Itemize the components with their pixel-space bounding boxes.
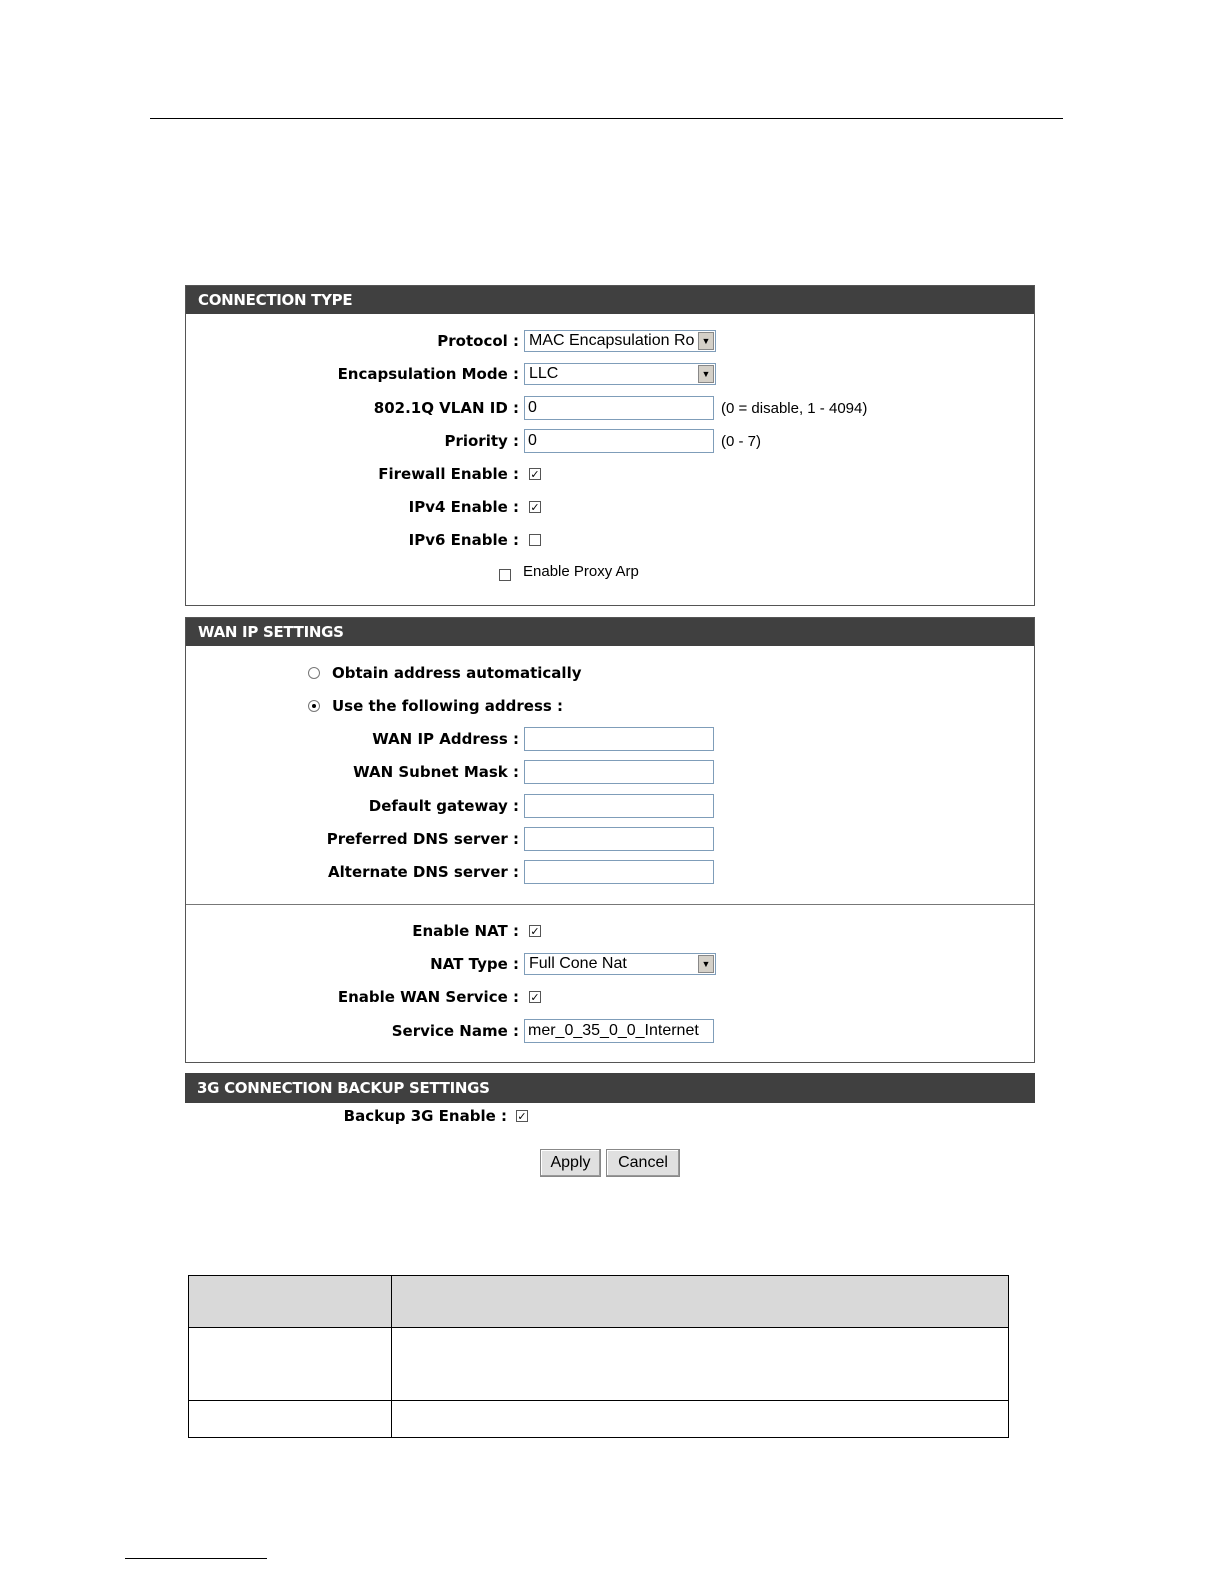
chevron-down-icon[interactable]: ▼ [698,955,714,973]
ipv4-checkbox[interactable] [529,501,541,513]
wan-ip-title: WAN IP SETTINGS [186,618,1034,646]
pref-dns-input[interactable] [524,827,714,851]
subnet-label: WAN Subnet Mask : [353,763,519,781]
gateway-label: Default gateway : [368,797,519,815]
table-row [189,1401,1009,1438]
table-cell [392,1328,1009,1401]
alt-dns-input[interactable] [524,860,714,884]
backup3g-label: Backup 3G Enable : [343,1107,507,1125]
gateway-input[interactable] [524,794,714,818]
subnet-input[interactable] [524,760,714,784]
firewall-label: Firewall Enable : [378,465,519,483]
obtain-auto-radio[interactable] [308,667,320,679]
proxy-arp-checkbox[interactable] [499,569,511,581]
check-icon: ✓ [530,467,540,481]
header-rule [150,118,1063,119]
backup3g-section [185,1073,1035,1103]
alt-dns-label: Alternate DNS server : [328,863,519,881]
ipv4-label: IPv4 Enable : [408,498,519,516]
cancel-button[interactable]: Cancel [606,1149,680,1177]
chevron-down-icon[interactable]: ▼ [698,365,714,383]
table-cell [189,1401,392,1438]
section-divider [186,904,1034,905]
check-icon: ✓ [530,500,540,514]
encapsulation-select[interactable]: LLC ▼ [524,363,716,385]
nat-type-label: NAT Type : [430,955,519,973]
connection-type-title: CONNECTION TYPE [186,286,1034,314]
encapsulation-label: Encapsulation Mode : [337,365,519,383]
table-cell [392,1401,1009,1438]
service-name-input[interactable]: mer_0_35_0_0_Internet [524,1019,714,1043]
table-cell [189,1328,392,1401]
nat-checkbox[interactable] [529,925,541,937]
backup3g-checkbox[interactable] [516,1110,528,1122]
description-table [188,1275,1009,1438]
wan-ip-input[interactable] [524,727,714,751]
check-icon: ✓ [530,924,540,938]
check-icon: ✓ [517,1109,527,1123]
footer-rule [125,1558,267,1559]
backup3g-title: 3G CONNECTION BACKUP SETTINGS [185,1073,1035,1103]
priority-input[interactable]: 0 [524,429,714,453]
wan-ip-label: WAN IP Address : [372,730,519,748]
ipv6-label: IPv6 Enable : [408,531,519,549]
nat-type-select[interactable]: Full Cone Nat ▼ [524,953,716,975]
wan-service-checkbox[interactable] [529,991,541,1003]
obtain-auto-label: Obtain address automatically [332,664,582,682]
table-cell [392,1276,1009,1328]
wan-service-label: Enable WAN Service : [337,988,519,1006]
priority-label: Priority : [444,432,519,450]
apply-button[interactable]: Apply [540,1149,601,1177]
table-header-row [189,1276,1009,1328]
wan-ip-section [185,617,1035,1063]
service-name-label: Service Name : [391,1022,519,1040]
table-cell [189,1276,392,1328]
nat-label: Enable NAT : [412,922,519,940]
pref-dns-label: Preferred DNS server : [326,830,519,848]
ipv6-checkbox[interactable] [529,534,541,546]
vlan-hint: (0 = disable, 1 - 4094) [721,399,868,417]
vlan-label: 802.1Q VLAN ID : [373,399,519,417]
table-row [189,1328,1009,1401]
proxy-arp-label: Enable Proxy Arp [523,562,639,580]
check-icon: ✓ [530,990,540,1004]
connection-type-section [185,285,1035,606]
protocol-select[interactable]: MAC Encapsulation Ro ▼ [524,330,716,352]
vlan-input[interactable]: 0 [524,396,714,420]
use-following-radio[interactable] [308,700,320,712]
protocol-label: Protocol : [437,332,519,350]
firewall-checkbox[interactable] [529,468,541,480]
use-following-label: Use the following address : [332,697,564,715]
chevron-down-icon[interactable]: ▼ [698,332,714,350]
priority-hint: (0 - 7) [721,432,762,450]
